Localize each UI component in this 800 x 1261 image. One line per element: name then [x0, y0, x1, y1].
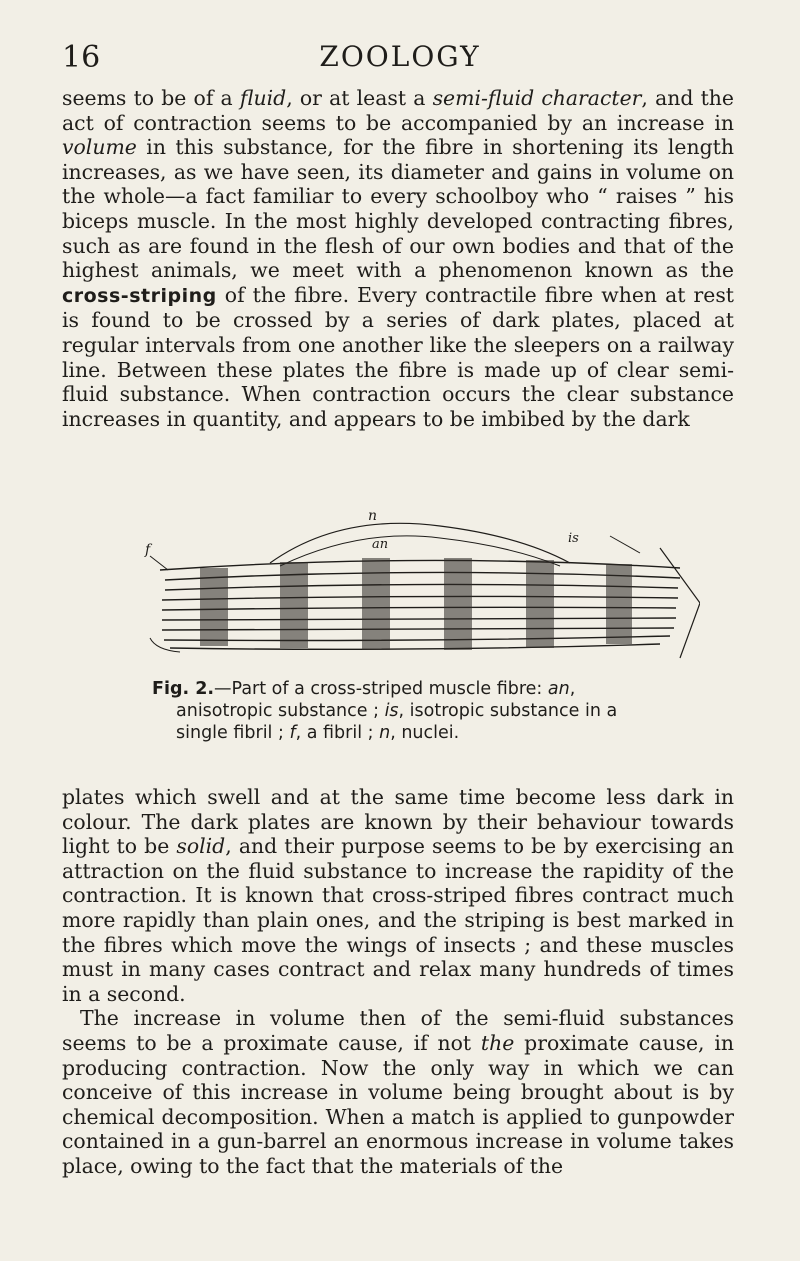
caption-text: anisotropic substance ; [176, 701, 385, 721]
figure-caption [152, 678, 702, 744]
italic-run: fluid [239, 86, 287, 110]
text-run: , and their purpose seems to be by exercising an attraction on the fluid substance to increase the rapidity of the contraction. It is known that cross-striped fibres contract much more rapidly than plain ones, and the striping is best marked in the fibres which move the wings of insects ; and these muscles must in many cases contract and relax many hundreds of times in a second. [62, 834, 734, 1006]
text-run: in this substance, for the fibre in shortening its length increases, as we have seen, its diameter and gains in volume on the whole—a fact familiar to every schoolboy who “ raises ” his biceps muscle. In the most highly developed contracting fibres, such as are found in the flesh of our own bodies and that of the highest animals, we meet with a phenomenon known as the [62, 135, 734, 283]
text-run: proximate cause, in producing contraction. Now the only way in which we can conceive of this increase in volume being brought about is by chemical decomposition. When a match is applied to gunpowder contained in a gun-barrel an enormous increase in volume takes place, owing to the fact that the materials of the [62, 1030, 735, 1178]
italic-run: the [480, 1030, 515, 1055]
muscle-fibre-figure [140, 508, 700, 688]
paragraph-3 [62, 1006, 734, 1178]
caption-text: —Part of a cross-striped muscle fibre: [214, 679, 548, 699]
text-run: , or at least a [286, 86, 433, 110]
caption-text: , [569, 679, 576, 699]
page-header [62, 40, 738, 80]
caption-line-3 [152, 722, 702, 744]
page-number: 16 [62, 40, 101, 75]
paragraph-2 [62, 785, 734, 1179]
caption-label: Fig. 2. [152, 679, 215, 699]
italic-run: volume [62, 135, 137, 160]
fibre-illustration [150, 523, 700, 658]
caption-italic: n [379, 723, 391, 743]
text-run: plates which swell and at the same time become less dark in colour. The dark plates are known by their behaviour towards light to be [62, 785, 734, 859]
text-run: , and the act of contraction seems to be accompanied by an increase in [62, 86, 734, 135]
bold-term: cross-striping [62, 284, 217, 307]
paragraph-1 [62, 86, 734, 431]
text-run: The increase in volume then of the semi-fluid substances seems to be a proximate cause, if not [62, 1006, 734, 1055]
caption-text: single fibril ; [176, 723, 290, 743]
label-is: is [568, 531, 579, 546]
text-run: seems to be of a [62, 86, 240, 110]
caption-text: , isotropic substance in a [398, 701, 618, 721]
caption-italic: is [384, 701, 399, 721]
running-title: ZOOLOGY [319, 40, 481, 73]
caption-text: , a fibril ; [295, 723, 380, 743]
caption-line-2 [152, 700, 702, 722]
caption-italic: an [547, 679, 570, 699]
italic-run: semi-fluid character [432, 86, 642, 110]
caption-text: , nuclei. [390, 723, 460, 743]
caption-italic: f [289, 723, 296, 743]
label-n: n [368, 508, 378, 524]
label-an: an [372, 537, 389, 552]
italic-run: solid [176, 834, 226, 859]
label-f: f [145, 542, 151, 558]
paragraph-2a [62, 785, 734, 1006]
text-run: of the fibre. Every contractile fibre when at rest is found to be crossed by a series of dark plates, placed at regular intervals from one another like the sleepers on a railway line. Between these plates the fibre is made up of clear semi-fluid substance. When contraction occurs the clear substance increases in quantity, and appears to be imbibed by the dark [62, 282, 734, 431]
